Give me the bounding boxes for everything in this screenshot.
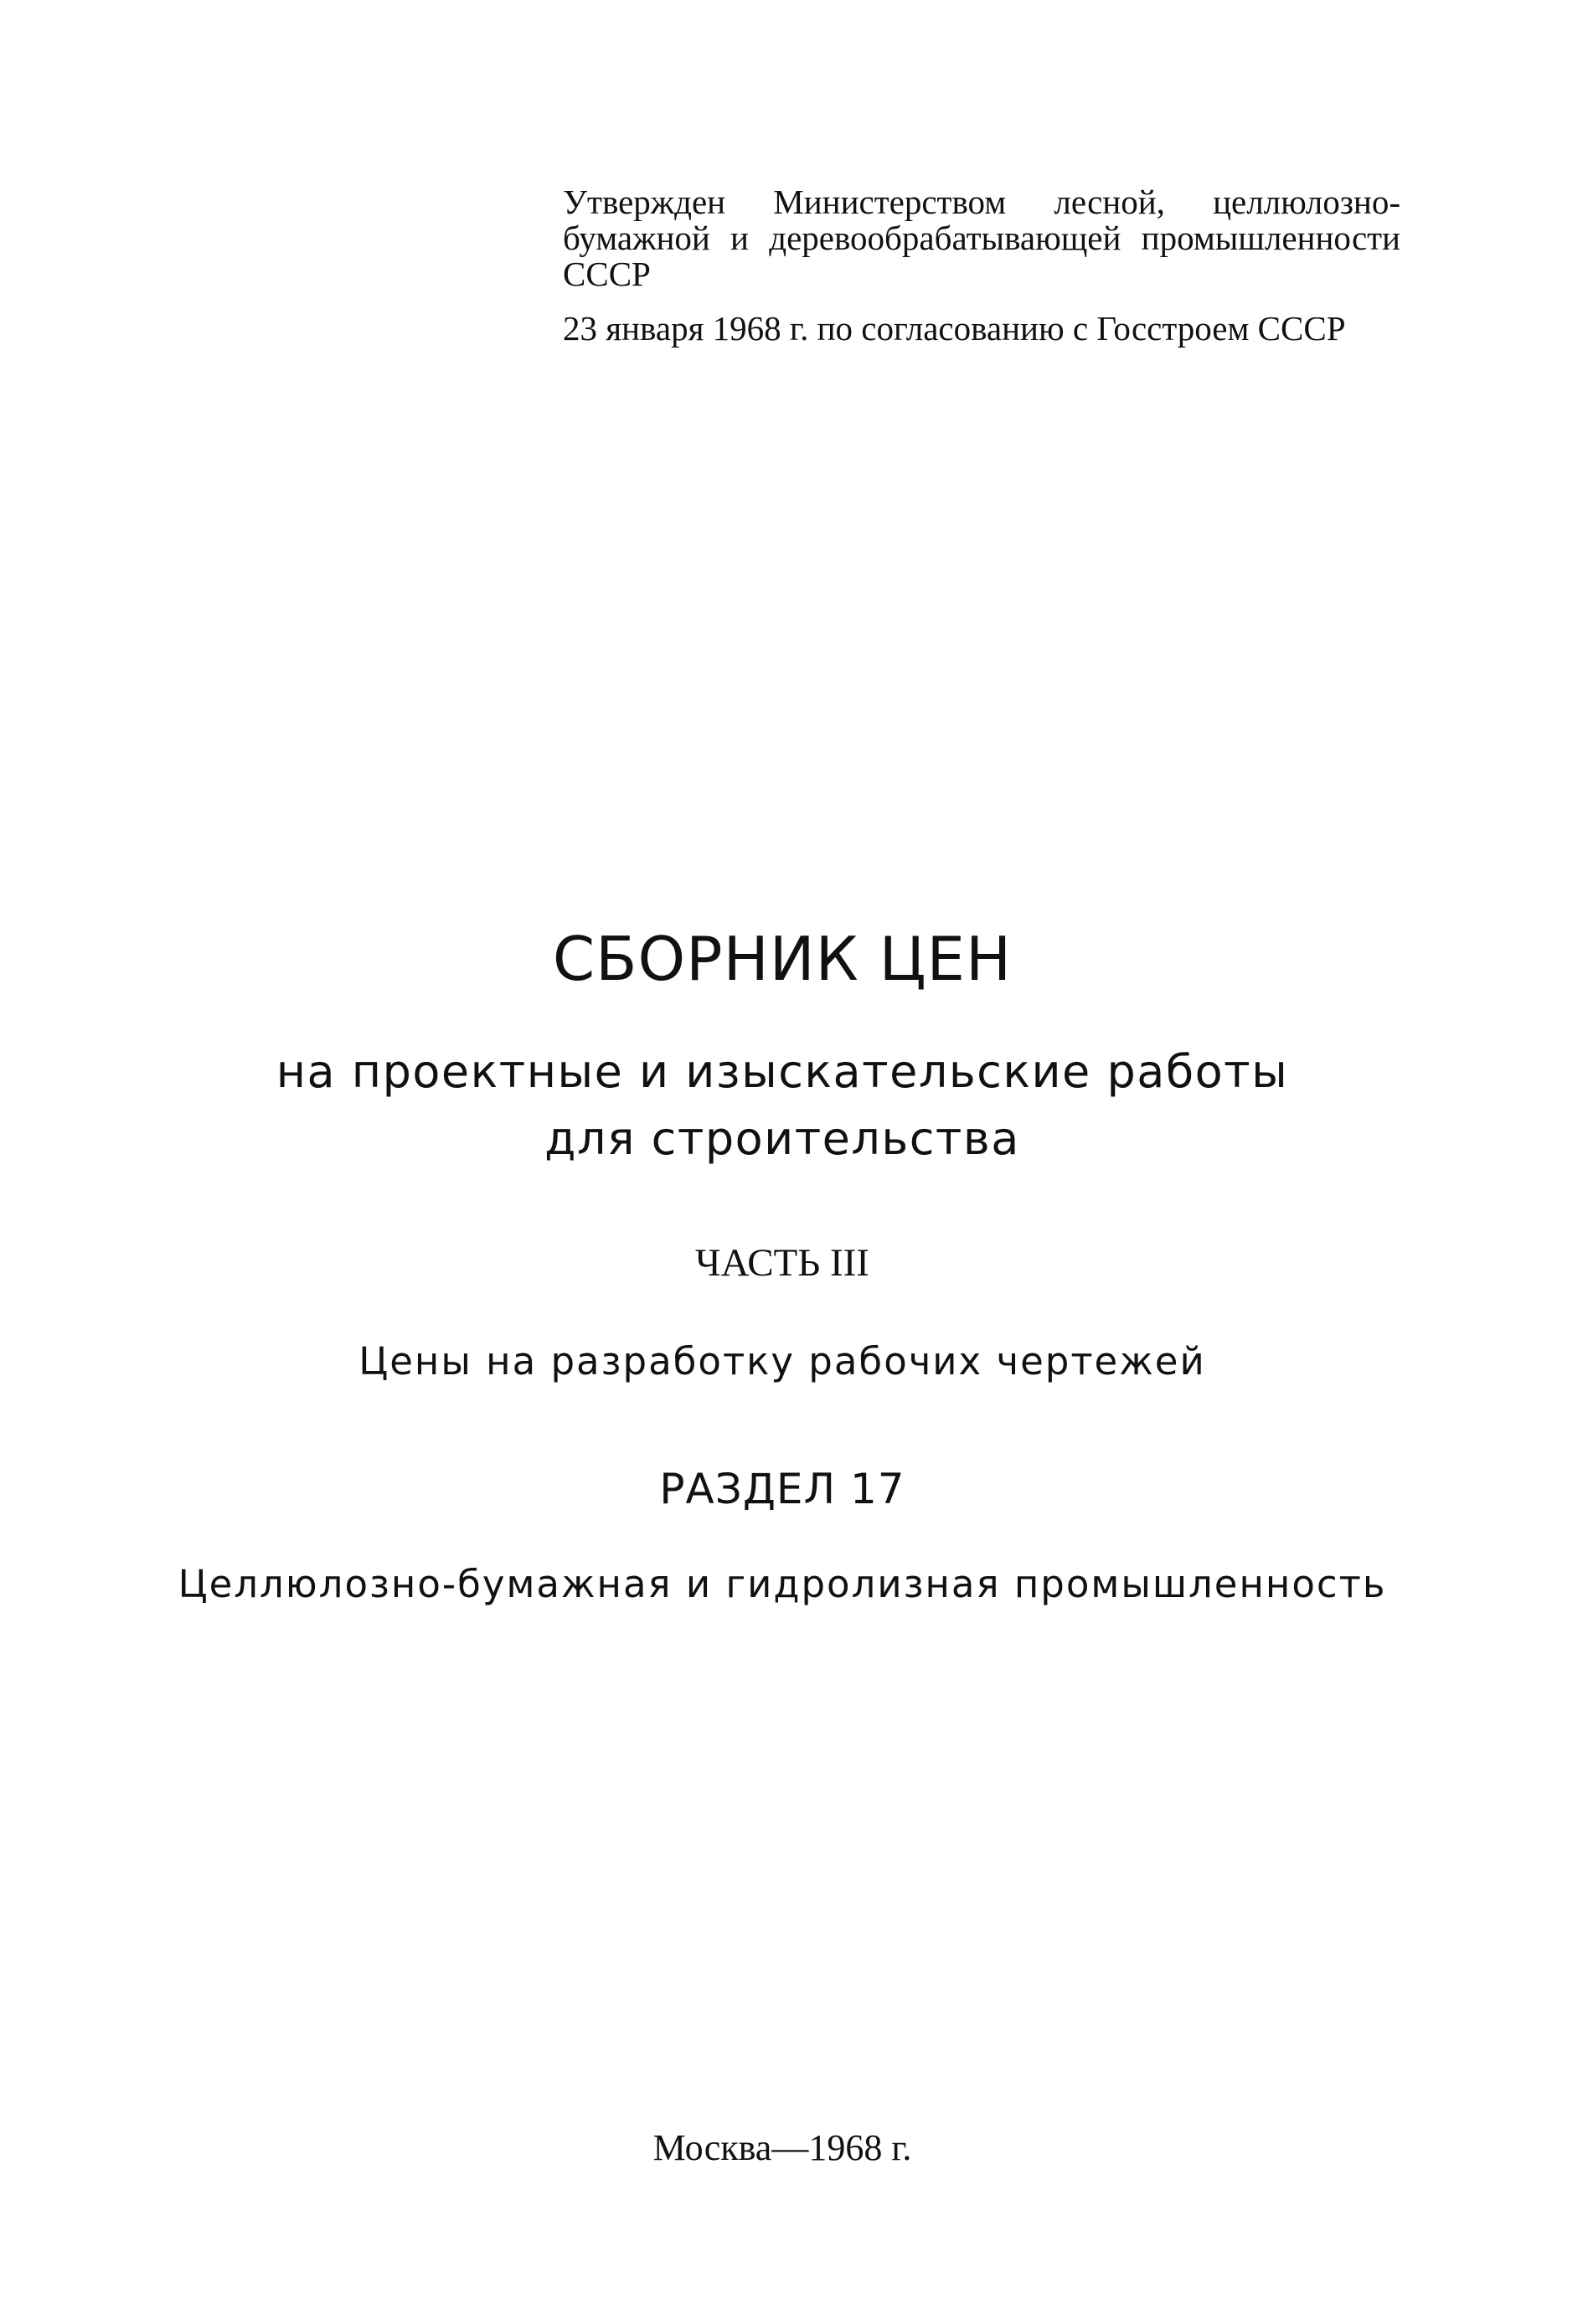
document-subtitle bbox=[0, 1038, 1565, 1172]
subtitle-line-1: на проектные и изыскательские работы bbox=[276, 1045, 1289, 1098]
approval-note bbox=[563, 184, 1400, 347]
publication-place-year: Москва—1968 г. bbox=[652, 2127, 912, 2168]
section-heading: РАЗДЕЛ 17 bbox=[659, 1465, 905, 1513]
approval-text: Утвержден Министерством лесной, целлюлозно-бумажной и деревообрабатывающей промышленности СССР bbox=[563, 183, 1400, 293]
document-title: СБОРНИК ЦЕН bbox=[552, 924, 1013, 994]
section-description: Целлюлозно-бумажная и гидролизная промышленность bbox=[178, 1562, 1387, 1606]
subtitle-line-2: для строительства bbox=[544, 1112, 1020, 1165]
part-heading: ЧАСТЬ III bbox=[695, 1241, 869, 1285]
part-description: Цены на разработку рабочих чертежей bbox=[358, 1339, 1206, 1384]
approval-date-text: 23 января 1968 г. по согласованию с Госстроем СССР bbox=[563, 309, 1346, 348]
